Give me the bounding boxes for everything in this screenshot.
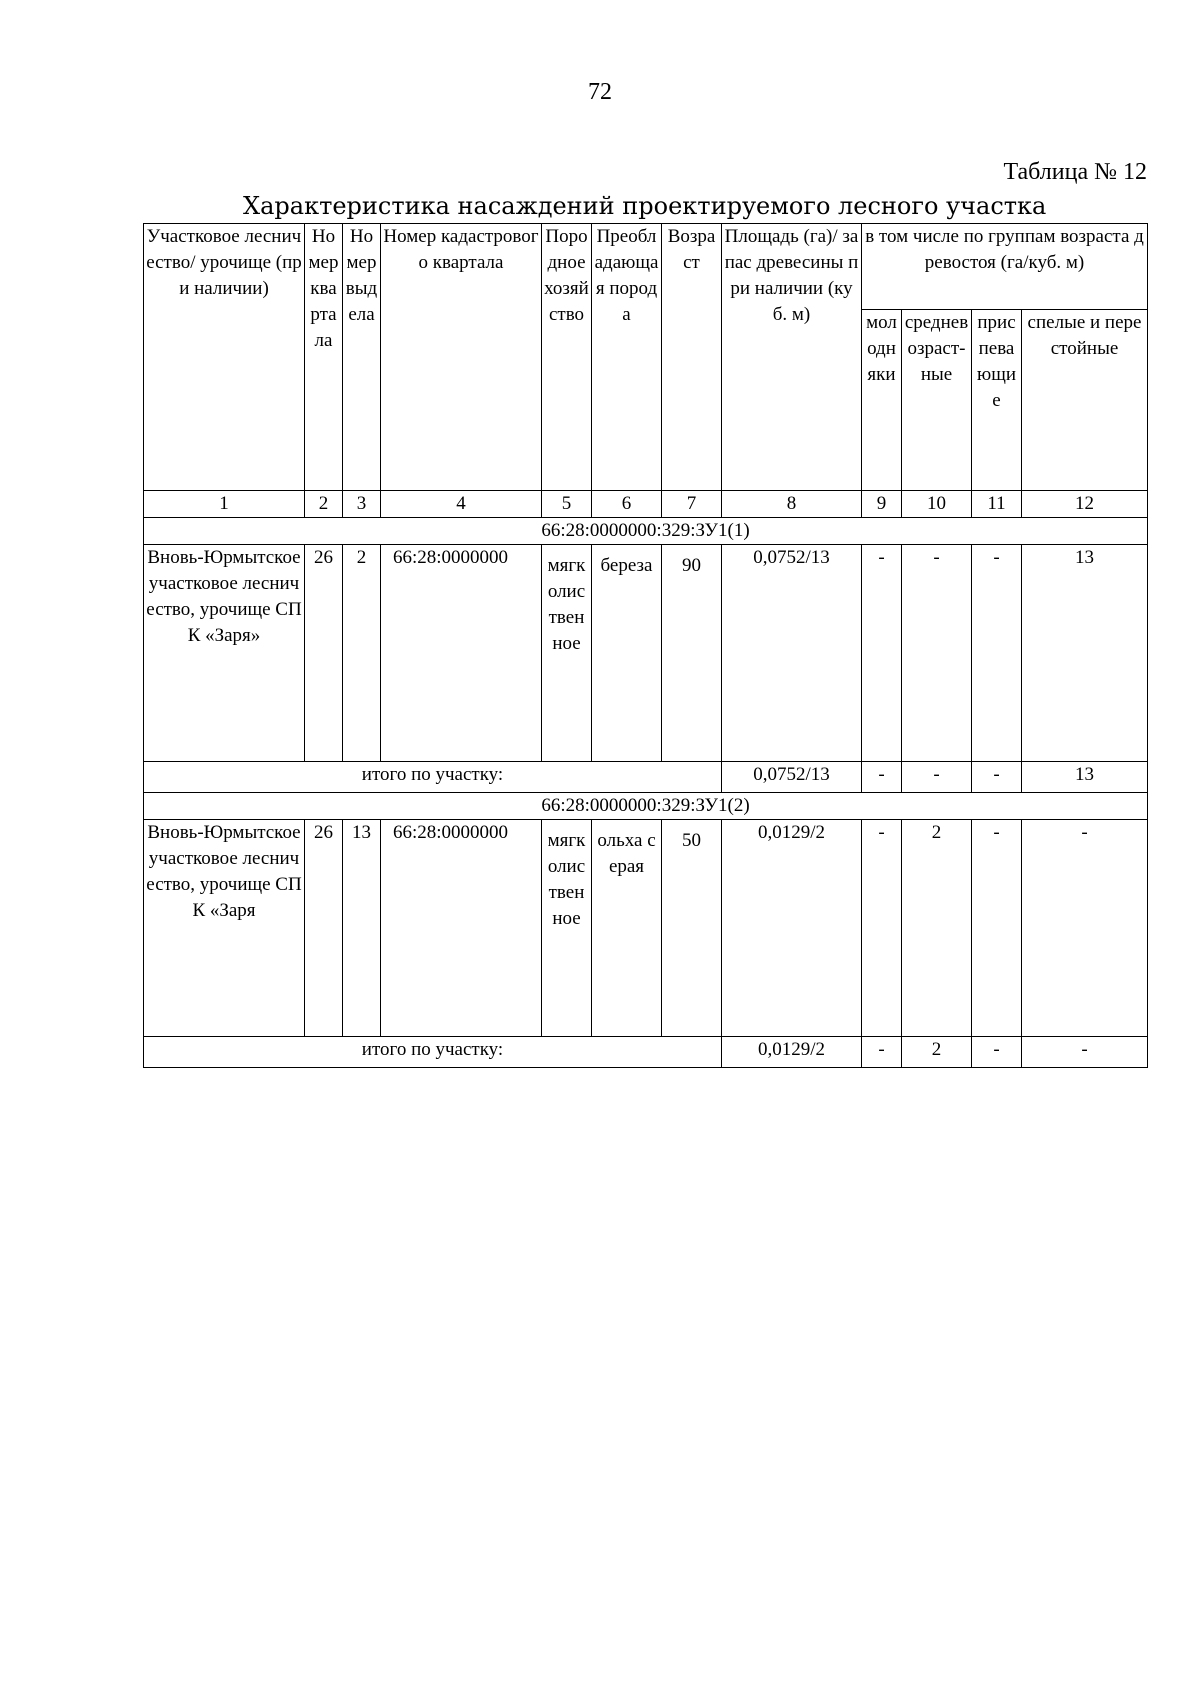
header-economy: Породное хозяйство bbox=[542, 224, 592, 491]
page-number: 72 bbox=[588, 79, 612, 105]
table-row bbox=[144, 545, 1148, 762]
section-code: 66:28:0000000:329:ЗУ1(2) bbox=[144, 793, 1148, 820]
header-allotment: Номер выдела bbox=[343, 224, 381, 491]
column-number: 1 bbox=[144, 491, 305, 518]
column-number: 12 bbox=[1022, 491, 1148, 518]
cell-economy: мягколиственное bbox=[542, 545, 592, 762]
cell-forestry: Вновь-Юрмытское участковое лесничество, урочище СПК «Заря» bbox=[144, 545, 305, 762]
header-young: молодняки bbox=[862, 310, 902, 491]
cell-allotment: 2 bbox=[343, 545, 381, 762]
column-number: 11 bbox=[972, 491, 1022, 518]
cell-cadastral: 66:28:0000000 bbox=[381, 545, 542, 762]
total-young: - bbox=[862, 762, 902, 793]
column-number: 10 bbox=[902, 491, 972, 518]
forest-stand-table bbox=[143, 223, 1148, 1068]
total-area: 0,0129/2 bbox=[722, 1037, 862, 1068]
header-age: Возраст bbox=[662, 224, 722, 491]
header-row bbox=[144, 224, 1148, 310]
column-number: 5 bbox=[542, 491, 592, 518]
total-area: 0,0752/13 bbox=[722, 762, 862, 793]
column-number: 8 bbox=[722, 491, 862, 518]
cell-species: береза bbox=[592, 545, 662, 762]
column-number: 6 bbox=[592, 491, 662, 518]
header-cadastral: Номер кадастрового квартала bbox=[381, 224, 542, 491]
header-age-groups: в том числе по группам возраста древостоя (га/куб. м) bbox=[862, 224, 1148, 310]
section-header-row bbox=[144, 518, 1148, 545]
cell-area: 0,0129/2 bbox=[722, 820, 862, 1037]
cell-economy: мягколиственное bbox=[542, 820, 592, 1037]
cell-species: ольха серая bbox=[592, 820, 662, 1037]
cell-premature: - bbox=[972, 545, 1022, 762]
total-mature: - bbox=[1022, 1037, 1148, 1068]
column-number: 7 bbox=[662, 491, 722, 518]
header-species: Преобладающая порода bbox=[592, 224, 662, 491]
table-label: Таблица № 12 bbox=[1003, 159, 1147, 185]
header-premature: приспевающие bbox=[972, 310, 1022, 491]
total-row bbox=[144, 762, 1148, 793]
table-title: Характеристика насаждений проектируемого лесного участка bbox=[243, 192, 1047, 220]
header-area: Площадь (га)/ запас древесины при наличии (куб. м) bbox=[722, 224, 862, 491]
total-mature: 13 bbox=[1022, 762, 1148, 793]
header-quarter: Номер квартала bbox=[305, 224, 343, 491]
header-forestry: Участковое лесничество/ урочище (при наличии) bbox=[144, 224, 305, 491]
cell-young: - bbox=[862, 545, 902, 762]
column-number: 4 bbox=[381, 491, 542, 518]
cell-middle-aged: 2 bbox=[902, 820, 972, 1037]
cell-premature: - bbox=[972, 820, 1022, 1037]
total-row bbox=[144, 1037, 1148, 1068]
cell-cadastral: 66:28:0000000 bbox=[381, 820, 542, 1037]
total-label: итого по участку: bbox=[144, 1037, 722, 1068]
cell-mature: - bbox=[1022, 820, 1148, 1037]
cell-age: 90 bbox=[662, 545, 722, 762]
cell-young: - bbox=[862, 820, 902, 1037]
column-number: 3 bbox=[343, 491, 381, 518]
total-middle-aged: - bbox=[902, 762, 972, 793]
cell-area: 0,0752/13 bbox=[722, 545, 862, 762]
total-middle-aged: 2 bbox=[902, 1037, 972, 1068]
table-row bbox=[144, 820, 1148, 1037]
header-middle-aged: средневозраст-ные bbox=[902, 310, 972, 491]
section-code: 66:28:0000000:329:ЗУ1(1) bbox=[144, 518, 1148, 545]
column-number: 2 bbox=[305, 491, 343, 518]
cell-quarter: 26 bbox=[305, 545, 343, 762]
section-header-row bbox=[144, 793, 1148, 820]
total-label: итого по участку: bbox=[144, 762, 722, 793]
cell-mature: 13 bbox=[1022, 545, 1148, 762]
total-premature: - bbox=[972, 762, 1022, 793]
column-number: 9 bbox=[862, 491, 902, 518]
header-mature: спелые и перестойные bbox=[1022, 310, 1148, 491]
column-number-row bbox=[144, 491, 1148, 518]
cell-middle-aged: - bbox=[902, 545, 972, 762]
cell-allotment: 13 bbox=[343, 820, 381, 1037]
cell-forestry: Вновь-Юрмытское участковое лесничество, урочище СПК «Заря bbox=[144, 820, 305, 1037]
cell-age: 50 bbox=[662, 820, 722, 1037]
total-premature: - bbox=[972, 1037, 1022, 1068]
total-young: - bbox=[862, 1037, 902, 1068]
cell-quarter: 26 bbox=[305, 820, 343, 1037]
